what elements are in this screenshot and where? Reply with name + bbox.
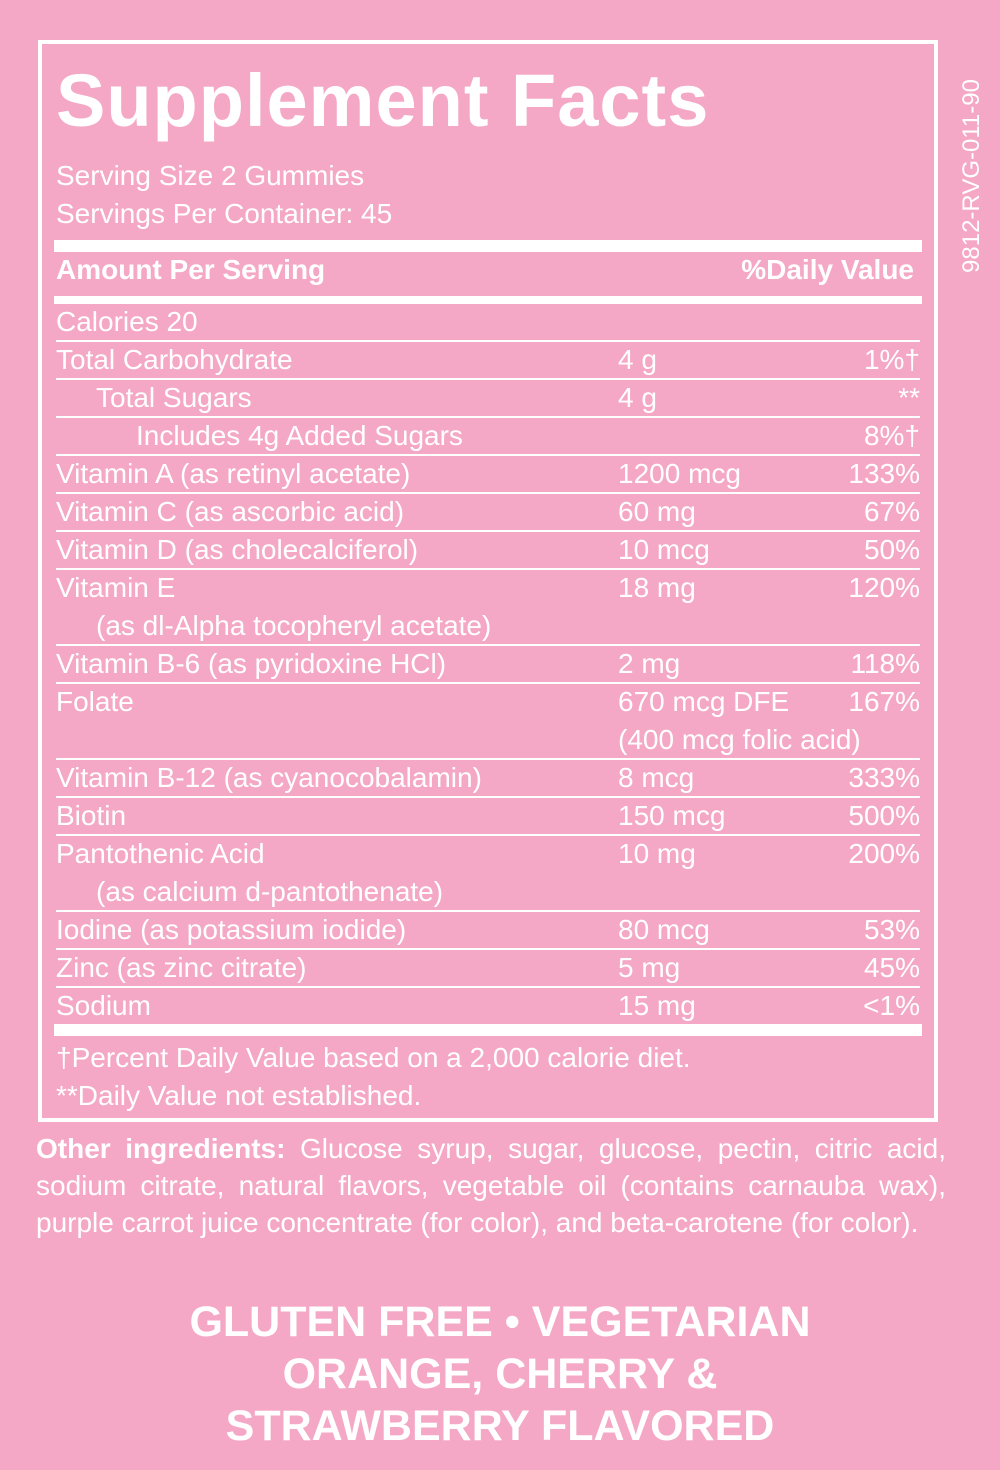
nutrient-amount: 18 mg: [618, 572, 696, 603]
nutrient-daily-value: 500%: [848, 800, 920, 831]
nutrient-name: Biotin: [56, 800, 127, 831]
nutrient-name: Includes 4g Added Sugars: [136, 420, 463, 451]
nutrient-amount: 5 mg: [618, 952, 681, 983]
nutrient-amount: 15 mg: [618, 990, 696, 1021]
nutrient-daily-value: 118%: [850, 648, 920, 679]
nutrient-name: Sodium: [56, 990, 151, 1021]
nutrient-amount-detail: (400 mcg folic acid): [618, 724, 861, 755]
serving-size: Serving Size 2 Gummies: [56, 160, 365, 191]
product-claims: [0, 1296, 1000, 1452]
row-separator: [56, 568, 920, 570]
servings-per-container: Servings Per Container: 45: [56, 198, 393, 229]
header-divider: [54, 296, 922, 304]
nutrient-amount: 80 mcg: [618, 914, 710, 945]
nutrient-daily-value: 50%: [863, 534, 920, 565]
nutrient-daily-value: 200%: [848, 838, 920, 869]
nutrient-amount: 4 g: [618, 344, 657, 375]
panel-title: Supplement Facts: [56, 59, 710, 142]
nutrient-name: Vitamin B-12 (as cyanocobalamin): [56, 762, 482, 793]
ingredients-label: Other ingredients:: [36, 1133, 286, 1164]
nutrient-daily-value: 8%†: [863, 420, 920, 451]
nutrient-daily-value: 67%: [863, 496, 920, 527]
nutrient-amount: 10 mcg: [618, 534, 710, 565]
nutrient-name: Total Carbohydrate: [56, 344, 293, 375]
nutrient-amount: 10 mg: [618, 838, 696, 869]
footnote-percent-dv: †Percent Daily Value based on a 2,000 calorie diet.: [56, 1042, 691, 1073]
bottom-divider: [54, 1024, 922, 1036]
row-separator: [56, 682, 920, 684]
claim-line: GLUTEN FREE • VEGETARIAN: [189, 1298, 811, 1346]
nutrient-daily-value: 133%: [848, 458, 920, 489]
nutrient-name: Vitamin D (as cholecalciferol): [56, 534, 419, 565]
nutrient-daily-value: 53%: [863, 914, 920, 945]
nutrient-amount: 4 g: [618, 382, 657, 413]
other-ingredients: [36, 1130, 946, 1241]
footnote-dv-not-established: **Daily Value not established.: [56, 1080, 422, 1111]
row-separator: [56, 986, 920, 988]
nutrient-daily-value: 167%: [848, 686, 920, 717]
nutrient-name: Vitamin A (as retinyl acetate): [56, 458, 411, 489]
nutrient-daily-value: 1%†: [863, 344, 920, 375]
nutrient-name: Folate: [56, 686, 134, 717]
thick-divider: [54, 240, 922, 252]
nutrient-name: Calories 20: [56, 306, 198, 337]
nutrient-source: (as dl-Alpha tocopheryl acetate): [96, 610, 492, 641]
ingredients-text: Glucose syrup, sugar, glucose, pectin, citric acid, sodium citrate, natural flavors, vegetable oil (contains carnauba wax), purple carrot juice concentrate (for color), and beta-carotene (for color).: [36, 1133, 946, 1238]
nutrient-name: Vitamin B-6 (as pyridoxine HCl): [56, 648, 447, 679]
nutrient-amount: 60 mg: [618, 496, 696, 527]
nutrient-amount: 1200 mcg: [618, 458, 741, 489]
row-separator: [56, 796, 920, 798]
nutrient-daily-value: 45%: [863, 952, 920, 983]
nutrient-name: Iodine (as potassium iodide): [56, 914, 407, 945]
nutrient-amount: 670 mcg DFE: [618, 686, 790, 717]
nutrient-name: Total Sugars: [96, 382, 252, 413]
nutrient-daily-value: <1%: [863, 990, 920, 1021]
nutrient-name: Vitamin E: [56, 572, 176, 603]
nutrient-amount: 8 mcg: [618, 762, 695, 793]
daily-value-header: %Daily Value: [741, 254, 914, 285]
claim-line: ORANGE, CHERRY &: [282, 1350, 718, 1398]
nutrient-amount: 2 mg: [618, 648, 681, 679]
nutrient-daily-value: **: [898, 382, 920, 413]
claim-line: STRAWBERRY FLAVORED: [225, 1402, 775, 1450]
nutrient-source: (as calcium d-pantothenate): [96, 876, 444, 907]
nutrient-daily-value: 120%: [848, 572, 920, 603]
nutrient-name: Vitamin C (as ascorbic acid): [56, 496, 405, 527]
amount-per-serving-header: Amount Per Serving: [56, 254, 326, 285]
nutrient-name: Pantothenic Acid: [56, 838, 265, 869]
nutrient-daily-value: 333%: [848, 762, 920, 793]
nutrient-name: Zinc (as zinc citrate): [56, 952, 307, 983]
product-code: 9812-RVG-011-90: [958, 79, 985, 273]
supplement-facts-panel: [38, 40, 938, 1122]
nutrient-amount: 150 mcg: [618, 800, 726, 831]
